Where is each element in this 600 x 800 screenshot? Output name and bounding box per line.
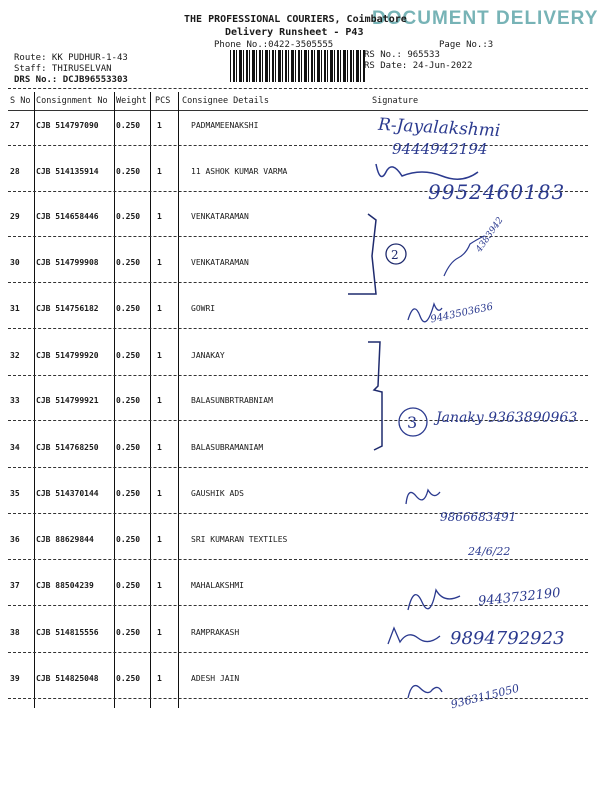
row-consignee: GAUSHIK ADS xyxy=(191,489,244,498)
row-consignment-no: CJB 88629844 xyxy=(36,535,94,544)
handwritten-date: 24/6/22 xyxy=(468,545,511,558)
col-consignment: Consignment No xyxy=(36,96,108,106)
drs-number: DRS No.: DCJB96553303 xyxy=(14,75,128,85)
company-title: THE PROFESSIONAL COURIERS, Coimbatore xyxy=(184,14,407,25)
row-sno: 28 xyxy=(10,167,20,176)
row-weight: 0.250 xyxy=(116,212,141,221)
row-weight: 0.250 xyxy=(116,304,141,313)
row-separator xyxy=(8,328,588,329)
row-weight: 0.250 xyxy=(116,258,141,267)
handwritten-phone: 9443503636 xyxy=(429,301,495,326)
row-weight: 0.250 xyxy=(116,489,141,498)
bracket-mark xyxy=(340,210,420,304)
row-sno: 33 xyxy=(10,396,20,405)
col-weight: Weight xyxy=(116,96,147,106)
handwritten-phone: 9952460183 xyxy=(428,180,566,204)
handwritten-name: Janaky 9363890963 xyxy=(436,410,578,426)
signature-scribble xyxy=(402,482,442,514)
row-weight: 0.250 xyxy=(116,443,141,452)
col-divider xyxy=(178,92,179,708)
handwritten-phone: 9894792923 xyxy=(450,628,565,649)
row-separator xyxy=(8,236,588,237)
handwritten-phone: 9363115050 xyxy=(449,681,521,712)
document-delivery-stamp: DOCUMENT DELIVERY xyxy=(372,8,599,29)
row-consignee: SRI KUMARAN TEXTILES xyxy=(191,535,288,544)
row-sno: 38 xyxy=(10,628,20,637)
row-separator xyxy=(8,467,588,468)
row-separator xyxy=(8,652,588,653)
row-consignment-no: CJB 514756182 xyxy=(36,304,99,313)
row-sno: 37 xyxy=(10,581,20,590)
phone-number: Phone No.:0422-3505555 xyxy=(214,40,334,50)
row-pcs: 1 xyxy=(157,628,162,637)
row-sno: 29 xyxy=(10,212,20,221)
row-consignee: RAMPRAKASH xyxy=(191,628,240,637)
col-pcs: PCS xyxy=(155,96,171,106)
row-consignee: JANAKAY xyxy=(191,351,225,360)
row-sno: 30 xyxy=(10,258,20,267)
row-pcs: 1 xyxy=(157,212,162,221)
signature-scribble xyxy=(440,232,490,286)
row-sno: 34 xyxy=(10,443,20,452)
row-sno: 27 xyxy=(10,121,20,130)
col-signature: Signature xyxy=(372,96,419,106)
handwritten-phone: 9443732190 xyxy=(477,585,562,610)
col-divider xyxy=(114,92,115,708)
row-pcs: 1 xyxy=(157,535,162,544)
col-consignee: Consignee Details xyxy=(182,96,269,106)
row-pcs: 1 xyxy=(157,258,162,267)
row-pcs: 1 xyxy=(157,351,162,360)
row-consignment-no: CJB 514658446 xyxy=(36,212,99,221)
row-sno: 39 xyxy=(10,674,20,683)
svg-text:3: 3 xyxy=(407,413,418,432)
staff-label: Staff: THIRUSELVAN xyxy=(14,64,112,74)
row-consignment-no: CJB 88504239 xyxy=(36,581,94,590)
row-separator xyxy=(8,282,588,283)
header-bottom-rule xyxy=(8,110,588,111)
row-consignment-no: CJB 514799908 xyxy=(36,258,99,267)
row-pcs: 1 xyxy=(157,167,162,176)
row-separator xyxy=(8,559,588,560)
row-weight: 0.250 xyxy=(116,581,141,590)
row-separator xyxy=(8,375,588,376)
row-consignment-no: CJB 514370144 xyxy=(36,489,99,498)
row-pcs: 1 xyxy=(157,581,162,590)
row-consignee: 11 ASHOK KUMAR VARMA xyxy=(191,167,288,176)
row-consignee: VENKATARAMAN xyxy=(191,212,249,221)
signature-scribble xyxy=(384,624,444,652)
barcode-image xyxy=(230,50,366,82)
signature-scribble xyxy=(404,580,464,618)
handwritten-phone: 9866683491 xyxy=(440,510,517,524)
row-consignee: BALASUNBRTRABNIAM xyxy=(191,396,273,405)
row-consignment-no: CJB 514135914 xyxy=(36,167,99,176)
row-consignee: BALASUBRAMANIAM xyxy=(191,443,264,452)
row-pcs: 1 xyxy=(157,674,162,683)
row-consignee: VENKATARAMAN xyxy=(191,258,249,267)
row-consignee: MAHALAKSHMI xyxy=(191,581,244,590)
row-consignee: ADESH JAIN xyxy=(191,674,240,683)
row-sno: 31 xyxy=(10,304,20,313)
row-weight: 0.250 xyxy=(116,628,141,637)
row-weight: 0.250 xyxy=(116,674,141,683)
bracket-mark xyxy=(360,336,400,460)
rs-number: RS No.: 965533 xyxy=(364,50,440,60)
row-pcs: 1 xyxy=(157,489,162,498)
handwritten-phone: 4383942 xyxy=(474,215,506,255)
row-consignment-no: CJB 514799920 xyxy=(36,351,99,360)
col-divider xyxy=(34,92,35,708)
row-separator xyxy=(8,145,588,146)
route-label: Route: KK PUDHUR-1-43 xyxy=(14,53,128,63)
row-weight: 0.250 xyxy=(116,396,141,405)
row-sno: 36 xyxy=(10,535,20,544)
handwritten-name: R-Jayalakshmi xyxy=(377,114,501,142)
circled-number xyxy=(396,405,430,443)
row-pcs: 1 xyxy=(157,443,162,452)
signature-scribble xyxy=(404,676,444,706)
row-consignment-no: CJB 514825048 xyxy=(36,674,99,683)
row-consignment-no: CJB 514799921 xyxy=(36,396,99,405)
page-number: Page No.:3 xyxy=(439,40,494,50)
row-pcs: 1 xyxy=(157,121,162,130)
runsheet-title: Delivery Runsheet - P43 xyxy=(225,27,364,38)
row-pcs: 1 xyxy=(157,396,162,405)
row-consignment-no: CJB 514797090 xyxy=(36,121,99,130)
row-weight: 0.250 xyxy=(116,167,141,176)
row-consignment-no: CJB 514768250 xyxy=(36,443,99,452)
row-weight: 0.250 xyxy=(116,351,141,360)
row-consignment-no: CJB 514815556 xyxy=(36,628,99,637)
row-weight: 0.250 xyxy=(116,121,141,130)
row-consignee: PADMAMEENAKSHI xyxy=(191,121,259,130)
row-sno: 35 xyxy=(10,489,20,498)
row-pcs: 1 xyxy=(157,304,162,313)
row-weight: 0.250 xyxy=(116,535,141,544)
header-top-rule xyxy=(8,88,588,89)
svg-text:2: 2 xyxy=(391,248,399,262)
rs-date: RS Date: 24-Jun-2022 xyxy=(364,61,473,71)
col-divider xyxy=(150,92,151,708)
row-sno: 32 xyxy=(10,351,20,360)
handwritten-phone: 9444942194 xyxy=(392,140,488,158)
col-sno: S No xyxy=(10,96,31,106)
row-consignee: GOWRI xyxy=(191,304,216,313)
